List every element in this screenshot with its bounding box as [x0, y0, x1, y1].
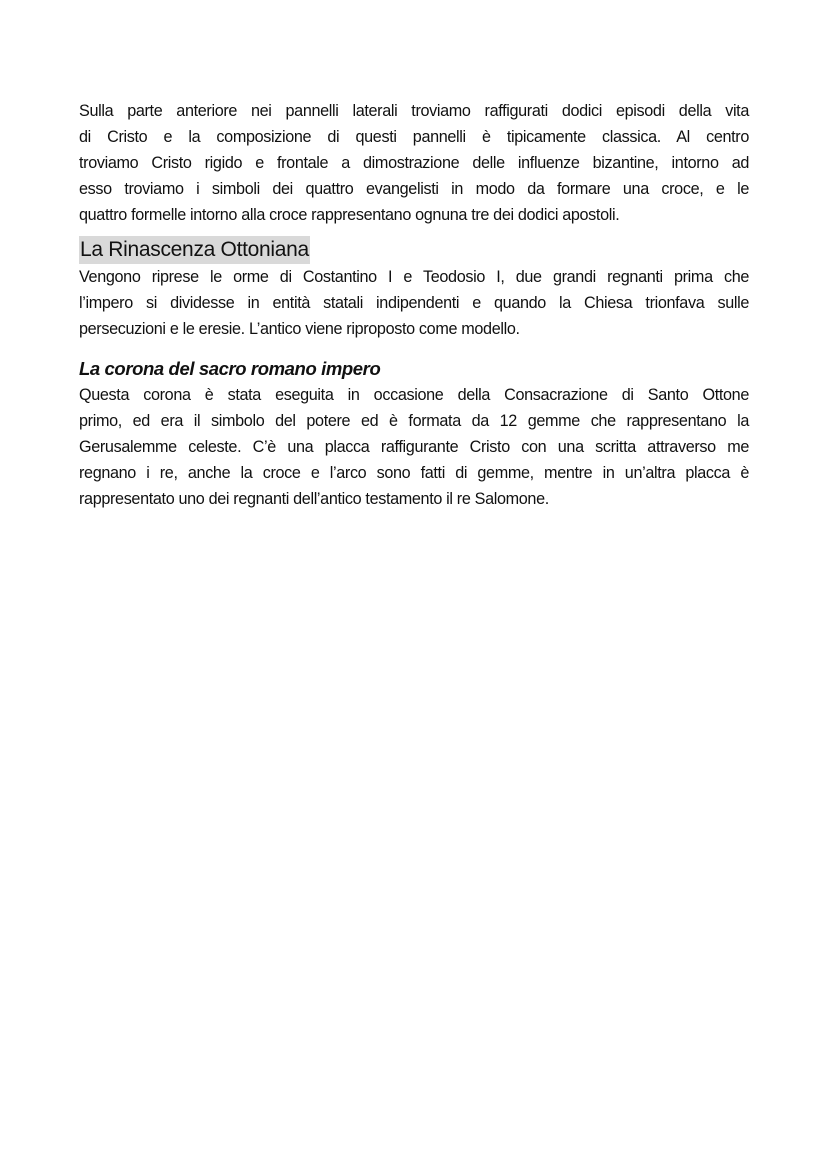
section-heading-wrapper — [79, 228, 749, 264]
subsection-paragraph — [79, 382, 749, 512]
text-line: troviamo Cristo rigido e frontale a dimostrazione delle influenze bizantine, intorno ad — [79, 154, 749, 172]
text-line: regnano i re, anche la croce e l’arco sono fatti di gemme, mentre in un’altra placca è — [79, 464, 749, 482]
intro-paragraph — [79, 98, 749, 228]
subsection-heading: La corona del sacro romano impero — [79, 358, 381, 379]
text-line: Sulla parte anteriore nei pannelli laterali troviamo raffigurati dodici episodi della vita — [79, 102, 749, 120]
text-line: quattro formelle intorno alla croce rappresentano ognuna tre dei dodici apostoli. — [79, 206, 620, 224]
text-line: persecuzioni e le eresie. L’antico viene riproposto come modello. — [79, 320, 520, 338]
text-line: primo, ed era il simbolo del potere ed è formata da 12 gemme che rappresentano la — [79, 412, 749, 430]
text-line: rappresentato uno dei regnanti dell’antico testamento il re Salomone. — [79, 490, 549, 508]
text-line: Gerusalemme celeste. C’è una placca raffigurante Cristo con una scritta attraverso me — [79, 438, 749, 456]
section-heading: La Rinascenza Ottoniana — [79, 236, 310, 264]
text-line: Vengono riprese le orme di Costantino I e Teodosio I, due grandi regnanti prima che — [79, 268, 749, 286]
section-paragraph — [79, 264, 749, 342]
document-page — [79, 98, 749, 512]
text-line: l’impero si dividesse in entità statali indipendenti e quando la Chiesa trionfava sulle — [79, 294, 749, 312]
text-line: esso troviamo i simboli dei quattro evangelisti in modo da formare una croce, e le — [79, 180, 749, 198]
text-line: Questa corona è stata eseguita in occasione della Consacrazione di Santo Ottone — [79, 386, 749, 404]
text-line: di Cristo e la composizione di questi pannelli è tipicamente classica. Al centro — [79, 128, 749, 146]
